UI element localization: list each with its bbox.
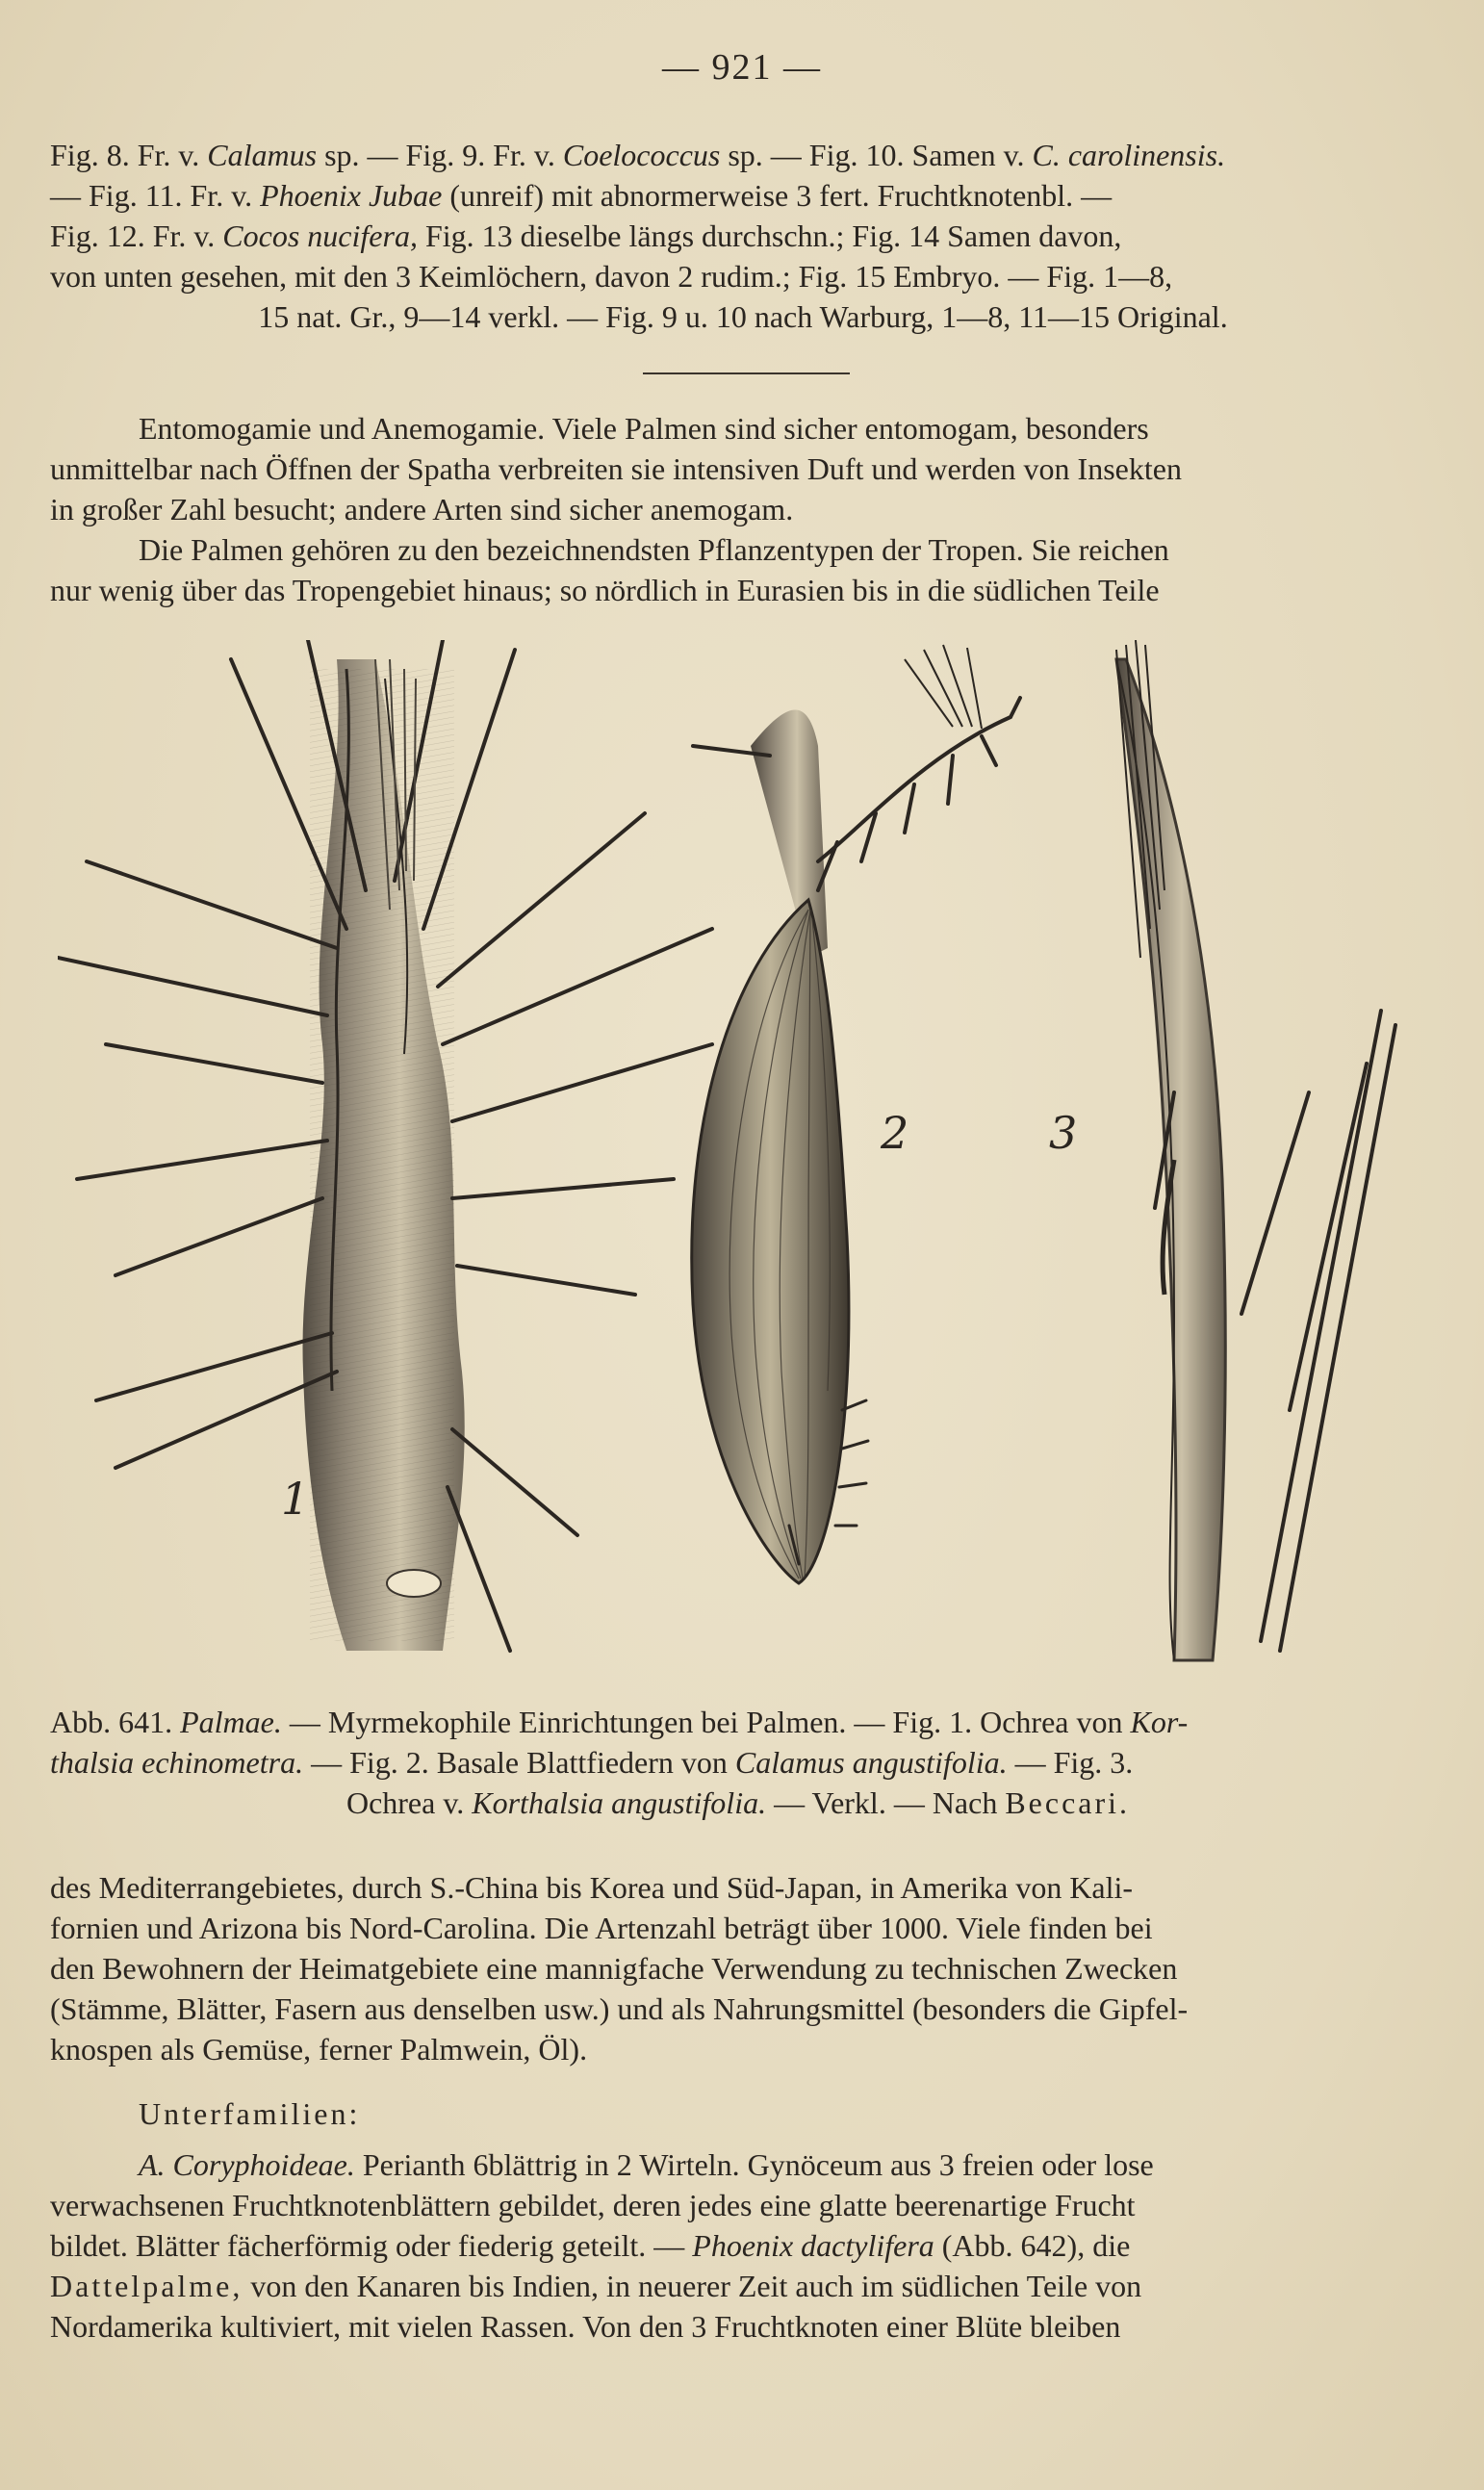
body-paragraph: des Mediterrangebietes, durch S.-China bis Korea und Süd-Japan, in Amerika von Kali- fornien und Arizona bis Nord-Carolina. Die Artenzahl beträgt über 1000. Viele finden bei den Bewohnern der Heimatgebiete eine mannigfache Verwendung zu technischen Zwecken (Stämme, Blätter, Fasern aus denselben usw.) und als Nahrungsmittel (besonders die Gipfel- knospen als Gemüse, ferner Palmwein, Öl). (50, 1870, 1189, 2066)
fig3-ochrea-slender (1116, 640, 1395, 1660)
page-number: — 921 — (662, 47, 822, 88)
caption-line: thalsia echinometra. — Fig. 2. Basale Blattfiedern von Calamus angustifolia. — Fig. 3. (50, 1745, 1134, 1780)
fig2-leaf-pinnae (692, 645, 1020, 1583)
intro-paragraph: Entomogamie und Anemogamie. Viele Palmen sind sicher entomogam, besonders unmittelbar nach Öffnen der Spatha verbreiten sie intensiven Duft und werden von Insekten in großer Zahl besucht; andere Arten sind sicher anemogam. Die Palmen gehören zu den bezeichnendsten Pflanzentypen der Tropen. Sie reichen nur wenig über das Tropengebiet hinaus; so nördlich in Eurasien bis in die südlichen Teile (50, 411, 1182, 607)
figure-label-1: 1 (281, 1473, 310, 1525)
figure-label-3: 3 (1049, 1107, 1078, 1159)
figure-641-illustration (58, 640, 1424, 1689)
caption-line: Ochrea v. Korthalsia angustifolia. — Verkl. — Nach Beccari. (345, 1785, 1131, 1820)
figure-label-2: 2 (881, 1107, 909, 1159)
coryphoideae-paragraph: A. Coryphoideae. Perianth 6blättrig in 2 Wirteln. Gynöceum aus 3 freien oder lose verwachsenen Fruchtknotenblättern gebildet, deren jedes eine glatte beerenartige Frucht bildet. Blätter fächerförmig oder fiederig geteilt. — Phoenix dactylifera (Abb. 642), die Dattelpalme, von den Kanaren bis Indien, in neuerer Zeit auch im südlichen Teile von Nordamerika kultiviert, mit vielen Rassen. Von den 3 Fruchtknoten einer Blüte bleiben (50, 2147, 1154, 2344)
caption-line: — Fig. 11. Fr. v. Phoenix Jubae (unreif) mit abnormerweise 3 fert. Fruchtknotenbl. — (50, 178, 1113, 213)
caption-line: Fig. 8. Fr. v. Calamus sp. — Fig. 9. Fr. v. Coelococcus sp. — Fig. 10. Samen v. C. carolinensis. (50, 138, 1226, 172)
figure-caption (50, 1702, 1426, 1823)
separator-rule (643, 372, 850, 374)
fig1-ochrea (58, 640, 712, 1651)
caption-line: von unten gesehen, mit den 3 Keimlöchern, davon 2 rudim.; Fig. 15 Embryo. — Fig. 1—8, (50, 259, 1173, 294)
caption-line: Fig. 12. Fr. v. Cocos nucifera, Fig. 13 dieselbe längs durchschn.; Fig. 14 Samen davon, (50, 218, 1122, 253)
caption-line: 15 nat. Gr., 9—14 verkl. — Fig. 9 u. 10 nach Warburg, 1—8, 11—15 Original. (258, 299, 1228, 334)
engraving-drawing (58, 640, 1424, 1689)
previous-figure-caption (50, 135, 1436, 337)
caption-line: Abb. 641. Palmae. — Myrmekophile Einrichtungen bei Palmen. — Fig. 1. Ochrea von Kor- (50, 1705, 1189, 1739)
subheading-unterfamilien: Unterfamilien: (139, 2096, 361, 2131)
